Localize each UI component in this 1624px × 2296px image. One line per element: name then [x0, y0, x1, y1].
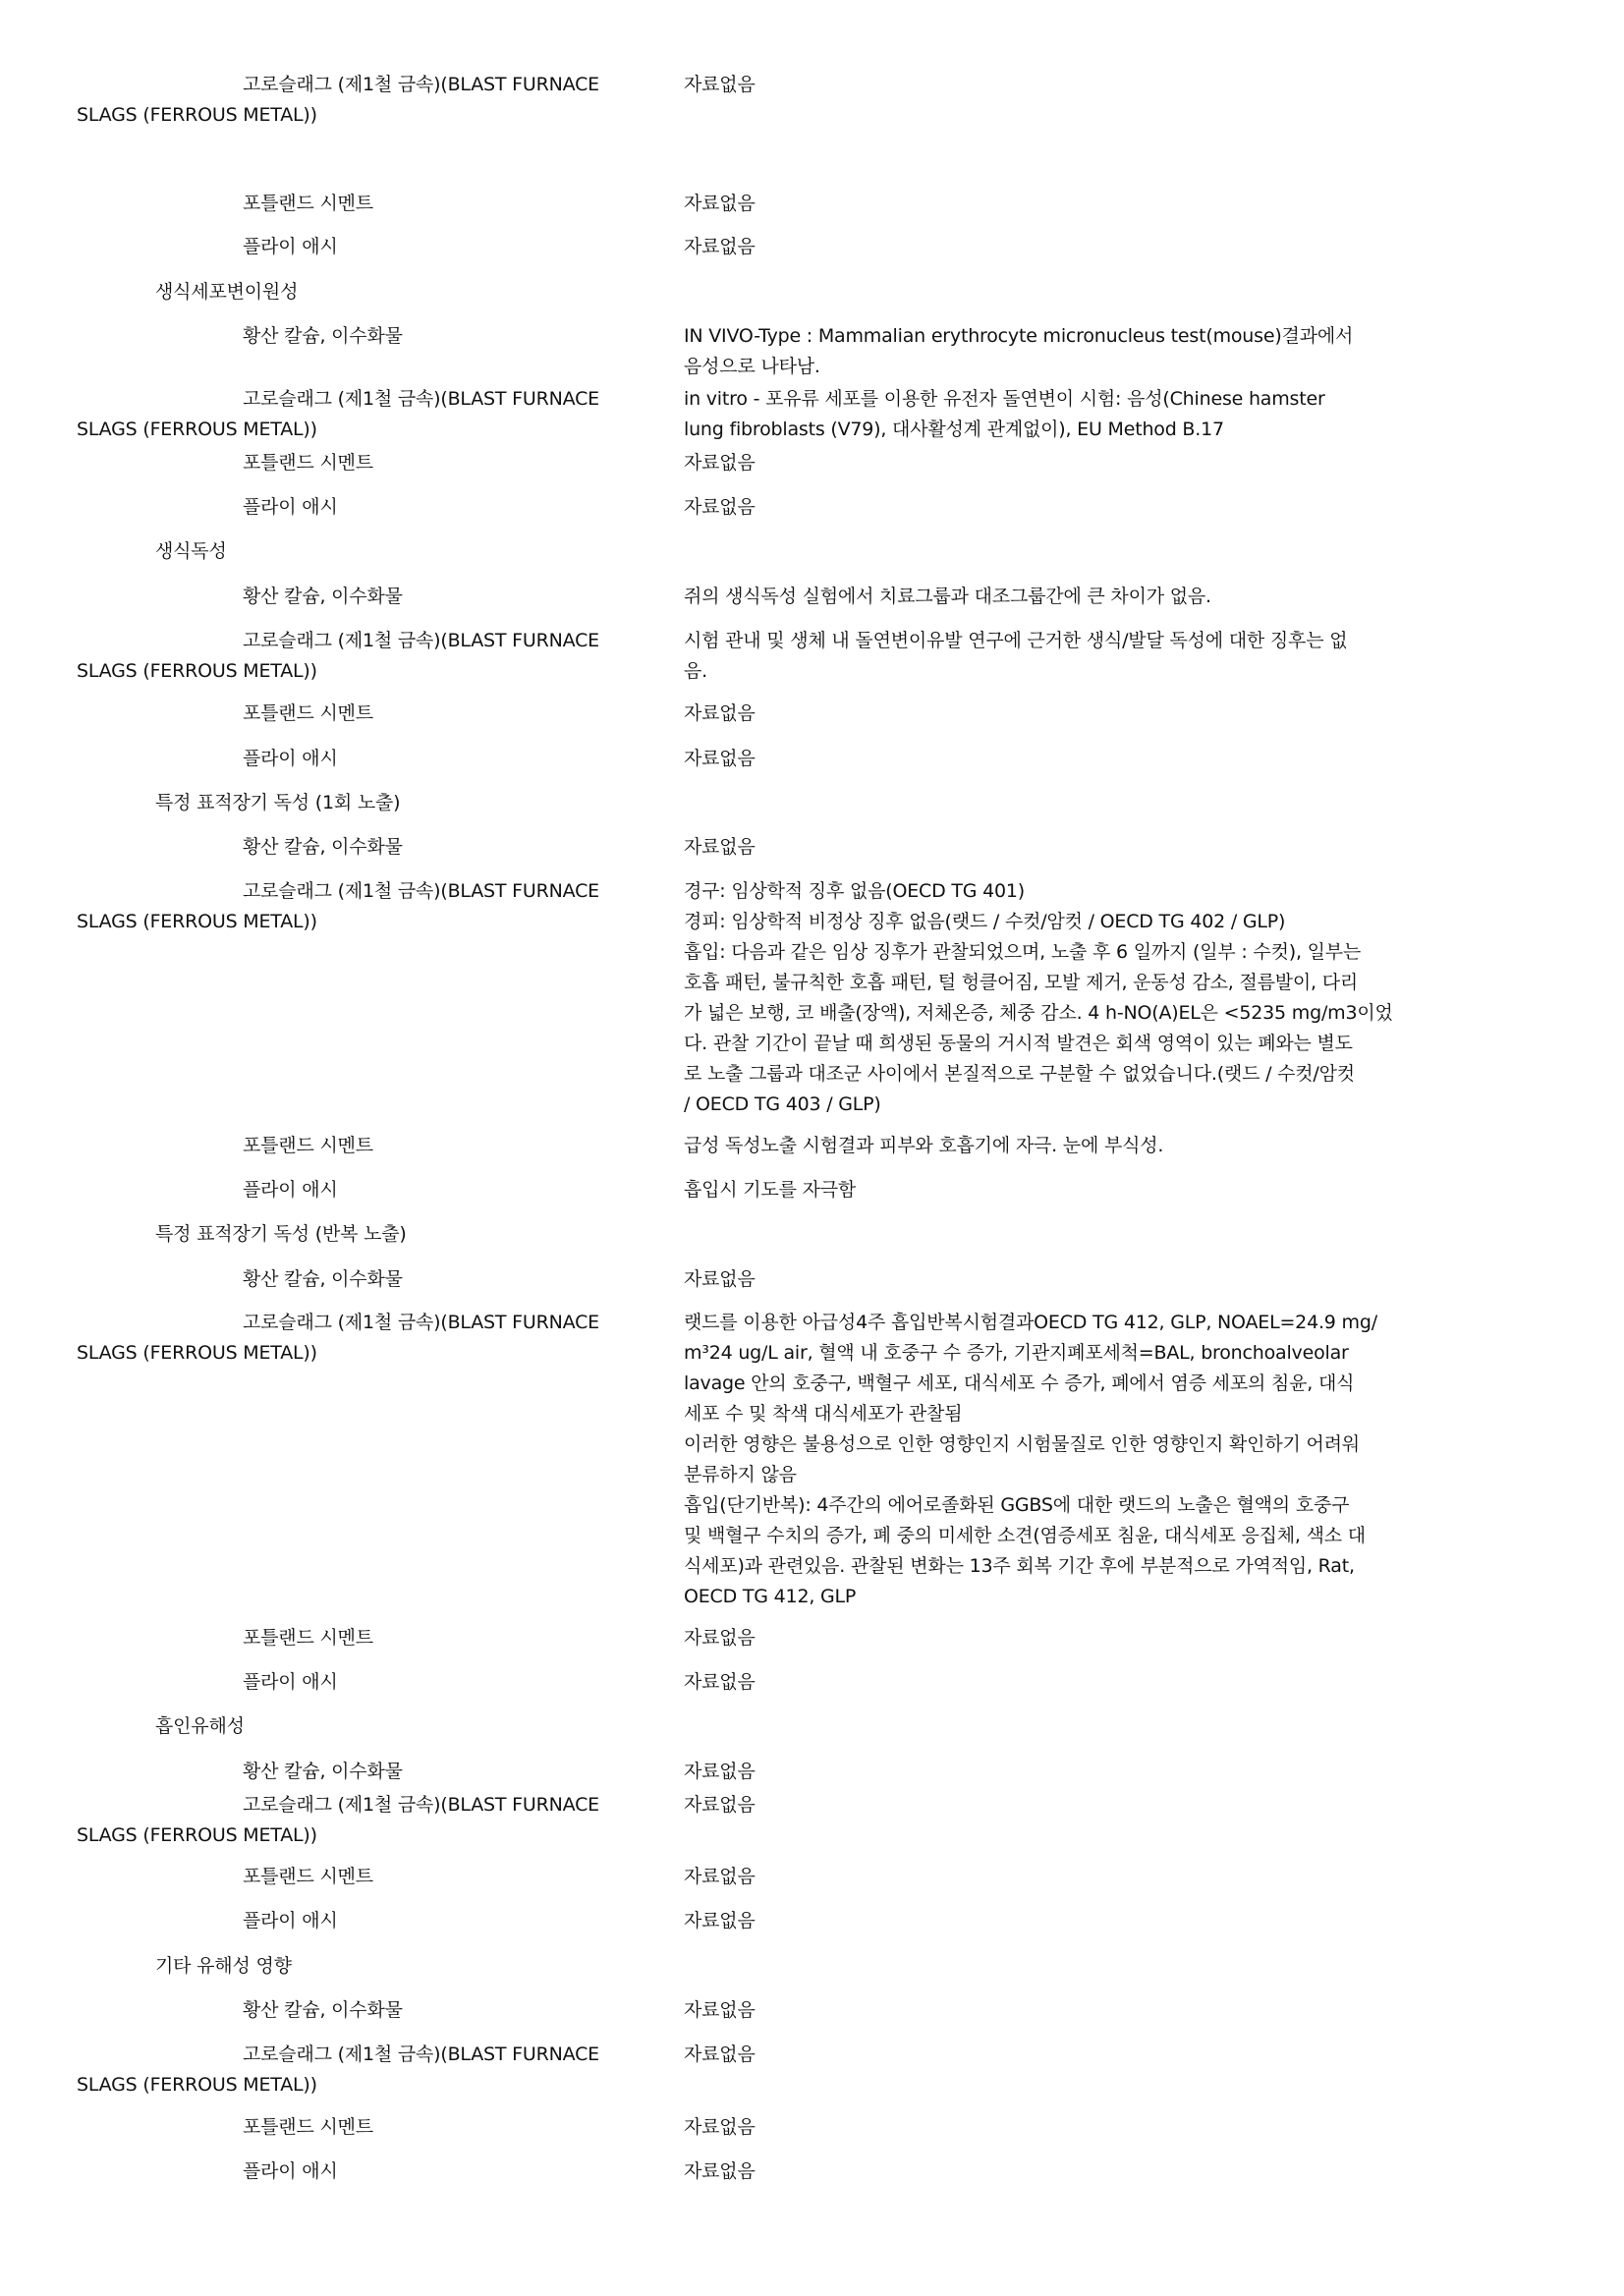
value-line: 음성으로 나타남.	[684, 356, 820, 377]
substance-name	[77, 70, 637, 131]
value-line: 경구: 임상학적 징후 없음(OECD TG 401)	[684, 880, 1026, 902]
substance-name-line2: SLAGS (FERROUS METAL))	[77, 660, 317, 682]
hazard-value: 자료없음	[684, 1794, 756, 1816]
substance-name: 황산 칼슘, 이수화물	[243, 1268, 403, 1290]
value-line: 음.	[684, 660, 707, 682]
value-line: in vitro - 포유류 세포를 이용한 유전자 돌연변이 시험: 음성(Chinese hamster	[684, 388, 1325, 410]
hazard-value: 자료없음	[684, 236, 756, 257]
substance-name	[77, 876, 637, 937]
hazard-value: 자료없음	[684, 496, 756, 518]
value-line: 및 백혈구 수치의 증가, 폐 중의 미세한 소견(염증세포 침윤, 대식세포 응집체, 색소 대	[684, 1525, 1366, 1546]
hazard-value: 쥐의 생식독성 실험에서 치료그룹과 대조그룹간에 큰 차이가 없음.	[684, 586, 1211, 607]
section-heading: 기타 유해성 영향	[155, 1955, 292, 1977]
value-line: 가 넓은 보행, 코 배출(장액), 저체온증, 체중 감소. 4 h-NO(A)EL은 <5235 mg/m3이었	[684, 1002, 1393, 1024]
hazard-value: 자료없음	[684, 2116, 756, 2138]
value-line: IN VIVO-Type : Mammalian erythrocyte micronucleus test(mouse)결과에서	[684, 325, 1354, 347]
substance-name-line1: 고로슬래그 (제1철 금속)(BLAST FURNACE	[243, 74, 599, 95]
hazard-value: 자료없음	[684, 2044, 756, 2065]
value-line: lung fibroblasts (V79), 대사활성계 관계없이), EU Method B.17	[684, 419, 1224, 440]
substance-name	[77, 1308, 637, 1369]
value-line: 이러한 영향은 불용성으로 인한 영향인지 시험물질로 인한 영향인지 확인하기 어려워	[684, 1433, 1360, 1455]
substance-name: 플라이 애시	[243, 2160, 338, 2182]
value-line: 흡입(단기반복): 4주간의 에어로졸화된 GGBS에 대한 랫드의 노출은 혈액의 호중구	[684, 1494, 1350, 1516]
hazard-value	[684, 876, 1489, 1120]
hazard-value: 자료없음	[684, 2160, 756, 2182]
substance-name-line1: 고로슬래그 (제1철 금속)(BLAST FURNACE	[243, 880, 599, 902]
value-line: 경피: 임상학적 비정상 징후 없음(랫드 / 수컷/암컷 / OECD TG 402 / GLP)	[684, 911, 1286, 932]
hazard-value: 자료없음	[684, 748, 756, 769]
section-heading: 생식독성	[155, 540, 227, 562]
substance-name: 황산 칼슘, 이수화물	[243, 836, 403, 858]
substance-name: 플라이 애시	[243, 236, 338, 257]
value-line: 로 노출 그룹과 대조군 사이에서 본질적으로 구분할 수 없었습니다.(랫드 / 수컷/암컷	[684, 1063, 1355, 1085]
hazard-value: 자료없음	[684, 1761, 756, 1782]
hazard-value: 급성 독성노출 시험결과 피부와 호흡기에 자극. 눈에 부식성.	[684, 1135, 1164, 1156]
substance-name-line1: 고로슬래그 (제1철 금속)(BLAST FURNACE	[243, 388, 599, 410]
substance-name: 포틀랜드 시멘트	[243, 2116, 373, 2138]
substance-name: 플라이 애시	[243, 1910, 338, 1932]
hazard-value: 자료없음	[684, 1866, 756, 1887]
substance-name: 플라이 애시	[243, 1671, 338, 1693]
value-line: 랫드를 이용한 아급성4주 흡입반복시험결과OECD TG 412, GLP, NOAEL=24.9 mg/	[684, 1312, 1377, 1333]
substance-name	[77, 384, 637, 445]
hazard-value: 자료없음	[684, 702, 756, 724]
substance-name: 플라이 애시	[243, 496, 338, 518]
substance-name-line1: 고로슬래그 (제1철 금속)(BLAST FURNACE	[243, 630, 599, 651]
value-line: 분류하지 않음	[684, 1464, 797, 1485]
substance-name: 포틀랜드 시멘트	[243, 1627, 373, 1649]
substance-name: 황산 칼슘, 이수화물	[243, 325, 403, 347]
substance-name-line1: 고로슬래그 (제1철 금속)(BLAST FURNACE	[243, 1312, 599, 1333]
substance-name: 포틀랜드 시멘트	[243, 1135, 373, 1156]
hazard-value	[684, 384, 1489, 445]
value-line: 시험 관내 및 생체 내 돌연변이유발 연구에 근거한 생식/발달 독성에 대한 징후는 없	[684, 630, 1348, 651]
hazard-value: 자료없음	[684, 1999, 756, 2021]
value-line: 자료없음	[684, 74, 756, 95]
value-line: 식세포)과 관련있음. 관찰된 변화는 13주 회복 기간 후에 부분적으로 가역적임, Rat,	[684, 1555, 1355, 1577]
substance-name: 포틀랜드 시멘트	[243, 1866, 373, 1887]
section-heading: 생식세포변이원성	[155, 281, 299, 303]
substance-name-line2: SLAGS (FERROUS METAL))	[77, 1824, 317, 1846]
section-heading: 특정 표적장기 독성 (반복 노출)	[155, 1223, 407, 1245]
hazard-value: 자료없음	[684, 452, 756, 474]
hazard-value: 자료없음	[684, 1910, 756, 1932]
substance-name-line1: 고로슬래그 (제1철 금속)(BLAST FURNACE	[243, 2044, 599, 2065]
substance-name-line1: 고로슬래그 (제1철 금속)(BLAST FURNACE	[243, 1794, 599, 1816]
section-heading: 특정 표적장기 독성 (1회 노출)	[155, 792, 401, 813]
value-line: OECD TG 412, GLP	[684, 1586, 857, 1607]
hazard-value	[684, 626, 1489, 687]
substance-name: 황산 칼슘, 이수화물	[243, 1761, 403, 1782]
value-line: 다. 관찰 기간이 끝날 때 희생된 동물의 거시적 발견은 회색 영역이 있는 폐와는 별도	[684, 1033, 1353, 1054]
value-line: 호흡 패턴, 불규칙한 호흡 패턴, 털 헝클어짐, 모발 제거, 운동성 감소, 절름발이, 다리	[684, 972, 1359, 993]
value-line: 세포 수 및 착색 대식세포가 관찰됨	[684, 1403, 963, 1425]
substance-name-line2: SLAGS (FERROUS METAL))	[77, 2074, 317, 2096]
substance-name-line2: SLAGS (FERROUS METAL))	[77, 419, 317, 440]
hazard-value	[684, 1308, 1489, 1612]
hazard-value: 자료없음	[684, 1671, 756, 1693]
substance-name: 황산 칼슘, 이수화물	[243, 586, 403, 607]
hazard-value	[684, 70, 1489, 100]
substance-name: 플라이 애시	[243, 748, 338, 769]
value-line: m³24 ug/L air, 혈액 내 호중구 수 증가, 기관지폐포세척=BAL, bronchoalveolar	[684, 1342, 1349, 1364]
substance-name	[77, 626, 637, 687]
value-line: lavage 안의 호중구, 백혈구 세포, 대식세포 수 증가, 폐에서 염증 세포의 침윤, 대식	[684, 1372, 1355, 1394]
hazard-value: 자료없음	[684, 1627, 756, 1649]
hazard-value: 자료없음	[684, 836, 756, 858]
section-heading: 흡인유해성	[155, 1715, 245, 1737]
hazard-value: 자료없음	[684, 193, 756, 214]
substance-name: 포틀랜드 시멘트	[243, 193, 373, 214]
substance-name-line2: SLAGS (FERROUS METAL))	[77, 911, 317, 932]
value-line: 흡입: 다음과 같은 임상 징후가 관찰되었으며, 노출 후 6 일까지 (일부 : 수컷), 일부는	[684, 941, 1362, 963]
substance-name: 포틀랜드 시멘트	[243, 452, 373, 474]
substance-name-line2: SLAGS (FERROUS METAL))	[77, 1342, 317, 1364]
substance-name: 포틀랜드 시멘트	[243, 702, 373, 724]
substance-name: 황산 칼슘, 이수화물	[243, 1999, 403, 2021]
substance-name: 플라이 애시	[243, 1179, 338, 1201]
hazard-value	[684, 321, 1489, 382]
hazard-value: 자료없음	[684, 1268, 756, 1290]
hazard-value: 흡입시 기도를 자극함	[684, 1179, 857, 1201]
value-line: / OECD TG 403 / GLP)	[684, 1093, 881, 1115]
substance-name	[77, 1790, 637, 1851]
substance-name	[77, 2040, 637, 2100]
substance-name-line2: SLAGS (FERROUS METAL))	[77, 104, 317, 126]
